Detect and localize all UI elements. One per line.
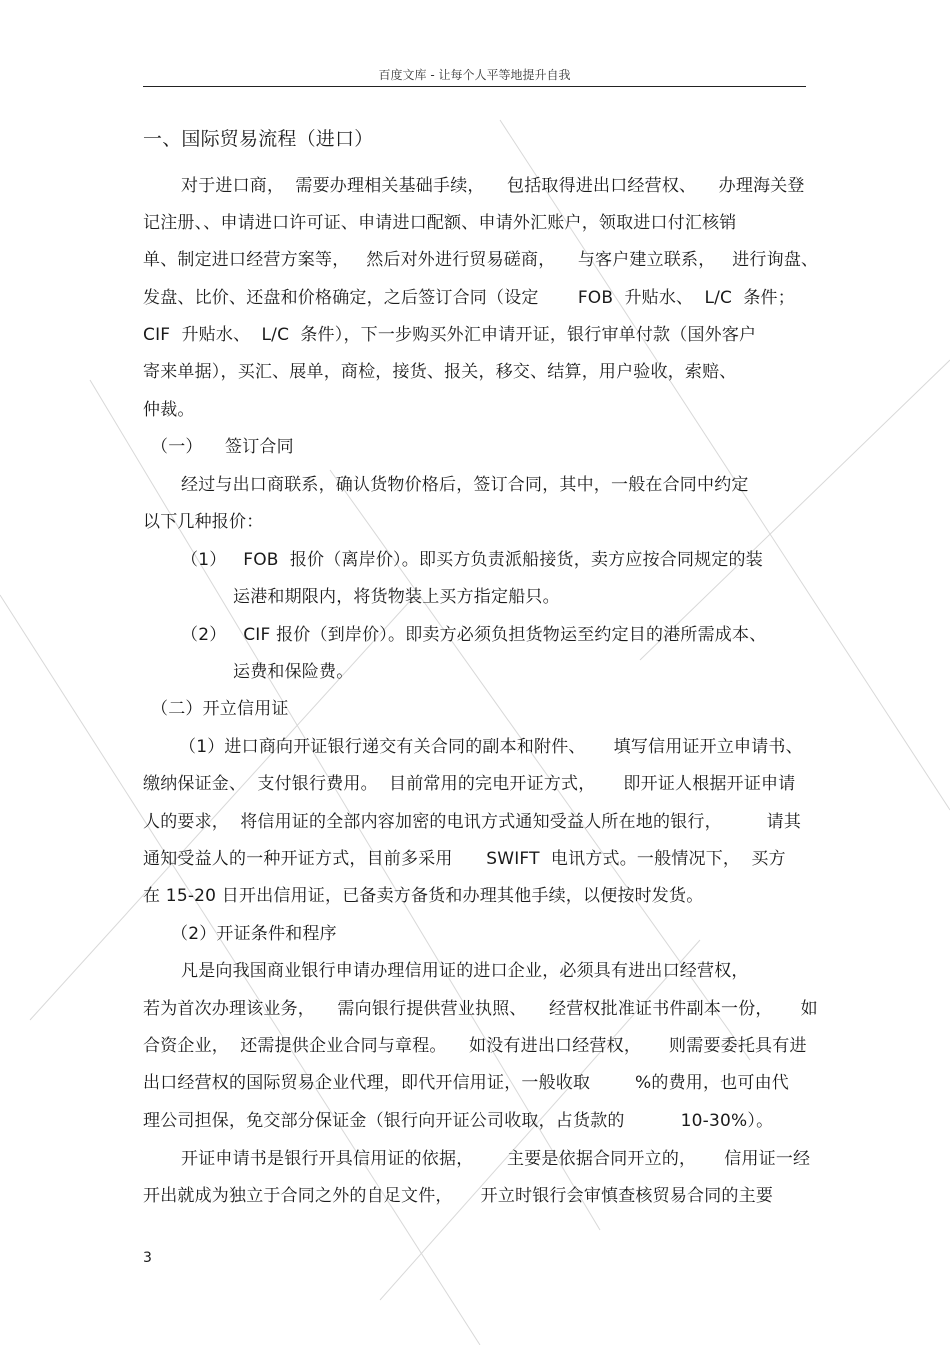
intro-line: CIF 升贴水、 L/C 条件），下一步购买外汇申请开证，银行审单付款（国外客户 — [143, 325, 757, 345]
lc-line: 缴纳保证金、 支付银行费用。 目前常用的完电开证方式， 即开证人根据开证申请 — [143, 774, 796, 794]
conditions-line: 出口经营权的国际贸易企业代理，即代开信用证，一般收取 %的费用，也可由代 — [143, 1073, 789, 1093]
subsection-title-contract: （一） 签订合同 — [151, 437, 294, 457]
quote-item: （1） FOB 报价（离岸价）。即买方负责派船接货，卖方应按合同规定的装 — [181, 550, 763, 570]
intro-line: 对于进口商， 需要办理相关基础手续， 包括取得进出口经营权、 办理海关登 — [181, 176, 805, 196]
intro-line: 寄来单据），买汇、展单，商检，接货、报关，移交、结算，用户验收，索赔、 — [143, 362, 737, 382]
section-title: 一、国际贸易流程（进口） — [143, 128, 374, 150]
conditions-line: 凡是向我国商业银行申请办理信用证的进口企业，必须具有进出口经营权， — [181, 961, 749, 981]
lc-line: （1）进口商向开证银行递交有关合同的副本和附件、 填写信用证开立申请书、 — [179, 737, 803, 757]
lc-line: 通知受益人的一种开证方式，目前多采用 SWIFT 电讯方式。一般情况下， 买方 — [143, 849, 786, 869]
page-header: 百度文库 - 让每个人平等地提升自我 — [378, 68, 571, 82]
header-divider — [143, 86, 806, 87]
intro-line: 发盘、比价、还盘和价格确定，之后签订合同（设定 FOB 升贴水、 L/C 条件； — [143, 288, 795, 308]
conditions-line: 若为首次办理该业务， 需向银行提供营业执照、 经营权批准证书件副本一份， 如 — [143, 999, 818, 1019]
intro-line: 单、制定进口经营方案等， 然后对外进行贸易磋商， 与客户建立联系， 进行询盘、 — [143, 250, 819, 270]
closing-line: 开出就成为独立于合同之外的自足文件， 开立时银行会审慎查核贸易合同的主要 — [143, 1186, 774, 1206]
quote-item: （2） CIF 报价（到岸价）。即卖方必须负担货物运至约定目的港所需成本、 — [181, 625, 767, 645]
conditions-line: 理公司担保，免交部分保证金（银行向开证公司收取，占货款的 10-30%）。 — [143, 1111, 774, 1131]
intro-line: 仲裁。 — [143, 400, 195, 420]
lc-line: 人的要求， 将信用证的全部内容加密的电讯方式通知受益人所在地的银行， 请其 — [143, 812, 802, 832]
page-number: 3 — [143, 1250, 152, 1266]
contract-line: 经过与出口商联系，确认货物价格后，签订合同，其中，一般在合同中约定 — [181, 475, 749, 495]
conditions-line: 合资企业， 还需提供企业合同与章程。 如没有进出口经营权， 则需要委托具有进 — [143, 1036, 807, 1056]
intro-line: 记注册、、申请进口许可证、申请进口配额、申请外汇账户，领取进口付汇核销 — [143, 213, 737, 233]
lc-conditions-title: （2）开证条件和程序 — [171, 924, 337, 944]
closing-line: 开证申请书是银行开具信用证的依据， 主要是依据合同开立的， 信用证一经 — [181, 1149, 811, 1169]
lc-line: 在 15-20 日开出信用证，已备卖方备货和办理其他手续，以便按时发货。 — [143, 886, 704, 906]
quote-item-continuation: 运港和期限内，将货物装上买方指定船只。 — [233, 587, 560, 607]
contract-line: 以下几种报价： — [143, 512, 264, 532]
subsection-title-lc: （二）开立信用证 — [151, 699, 289, 719]
quote-item-continuation: 运费和保险费。 — [233, 662, 354, 682]
